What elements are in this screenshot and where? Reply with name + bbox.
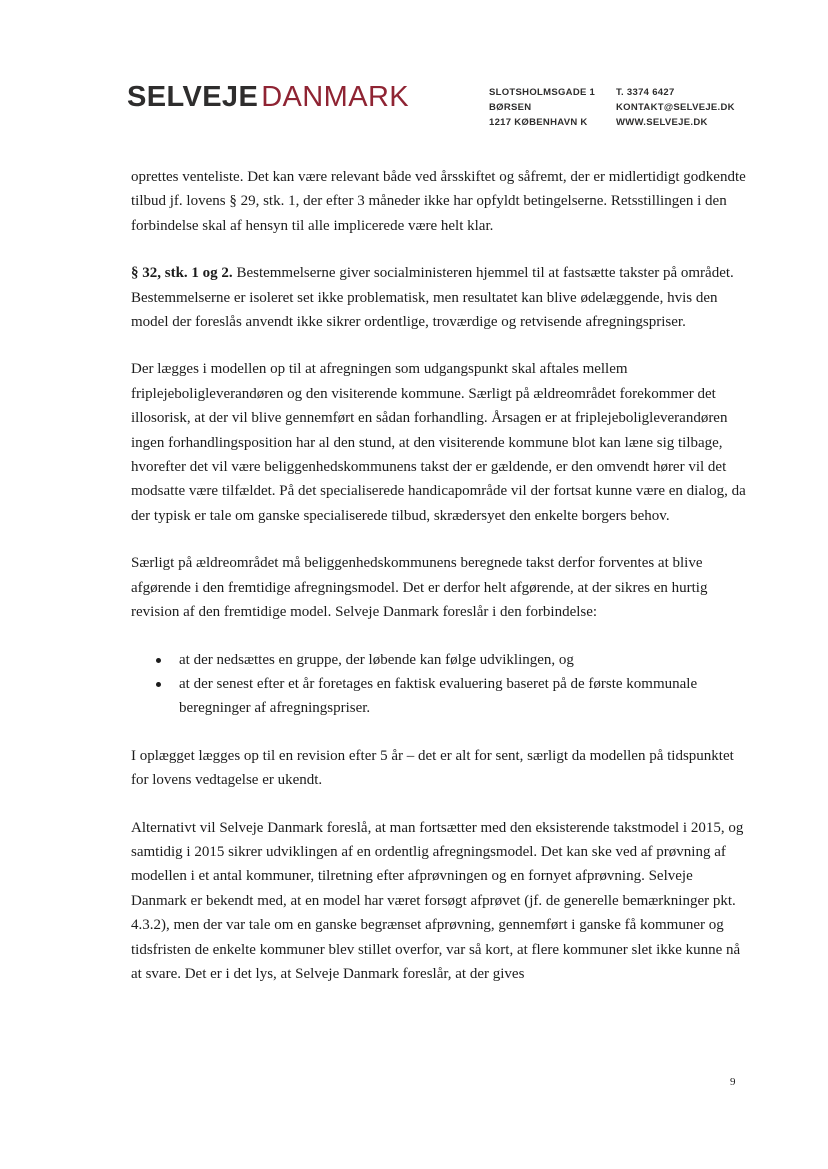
paragraph-3: Der lægges i modellen op til at afregningen som udgangspunkt skal aftales mellem friplejeboligleverandøren og den visiterende kommune. Særligt på ældreområdet forekommer det illosorisk, at der vil blive gennemført en sådan forhandling. Årsagen er at friplejeboligleverandøren ingen forhandlingsposition har al den stund, at den visiterende kommune blot kan læne sig tilbage, hvorefter det vil være beliggenhedskommunens takst der er gældende, er den omvendt hører vil det modsatte være tilfældet. På det specialiserede handicapområde vil der fortsat kunne være en dialog, da der typisk er tale om ganske specialiserede tilbud, skrædersyet den enkelte borgers behov. <box>131 361 746 524</box>
logo <box>127 80 409 114</box>
page-number: 9 <box>730 1076 736 1088</box>
list-item: at der nedsættes en gruppe, der løbende kan følge udviklingen, og <box>131 648 746 672</box>
contact-website: WWW.SELVEJE.DK <box>616 117 708 128</box>
paragraph-2-text: Bestemmelserne giver socialministeren hjemmel til at fastsætte takster på området. Bestemmelserne er isoleret set ikke problematisk, men resultatet kan blive ødelæggende, hvis den model der foreslås anvendt ikke sikrer ordentlige, troværdige og retvisende afregningspriser. <box>131 265 734 331</box>
document-body <box>131 165 746 1009</box>
address-street: SLOTSHOLMSGADE 1 <box>489 87 596 98</box>
list-item: at der senest efter et år foretages en faktisk evaluering baseret på de første kommunale beregninger af afregningspriser. <box>131 672 746 721</box>
address-city: 1217 KØBENHAVN K <box>489 117 588 128</box>
paragraph-6: Alternativt vil Selveje Danmark foreslå, at man fortsætter med den eksisterende takstmodel i 2015, og samtidig i 2015 sikrer udviklingen af en ordentlig afregningsmodel. Det kan ske ved af prøvning af modellen i et antal kommuner, tilretning efter afprøvningen og en fornyet afprøvning. Selveje Danmark er bekendt med, at en model har været forsøgt afprøvet (jf. de generelle bemærkninger pkt. 4.3.2), men der var tale om en ganske begrænset afprøvning, gennemført i ganske få kommuner og tidsfristen de enkelte kommuner blev stillet overfor, var så kort, at flere kommuner slet ikke kunne nå at svare. Det er i det lys, at Selveje Danmark foreslår, at der gives <box>131 819 744 982</box>
contact-block <box>616 85 735 130</box>
contact-email: KONTAKT@SELVEJE.DK <box>616 102 735 113</box>
paragraph-2 <box>131 261 746 334</box>
paragraph-1: oprettes venteliste. Det kan være relevant både ved årsskiftet og såfremt, der er midlertidigt godkendte tilbud jf. lovens § 29, stk. 1, der efter 3 måneder ikke har opfyldt betingelserne. Retsstillingen i den forbindelse skal af hensyn til alle implicerede være helt klar. <box>131 169 746 234</box>
logo-danmark: DANMARK <box>261 81 410 113</box>
paragraph-5: I oplægget lægges op til en revision efter 5 år – det er alt for sent, særligt da modellen på tidspunktet for lovens vedtagelse er ukendt. <box>131 747 734 789</box>
logo-selveje: SELVEJE <box>127 81 259 113</box>
bullet-list <box>131 648 746 721</box>
paragraph-4: Særligt på ældreområdet må beliggenhedskommunens beregnede takst derfor forventes at blive afgørende i den fremtidige afregningsmodel. Det er derfor helt afgørende, at der sikres en hurtig revision af den fremtidige model. Selveje Danmark foreslår i den forbindelse: <box>131 555 708 621</box>
address-block <box>489 85 595 130</box>
address-building: BØRSEN <box>489 102 532 113</box>
section-heading: § 32, stk. 1 og 2. <box>131 265 233 282</box>
contact-phone: T. 3374 6427 <box>616 87 675 98</box>
